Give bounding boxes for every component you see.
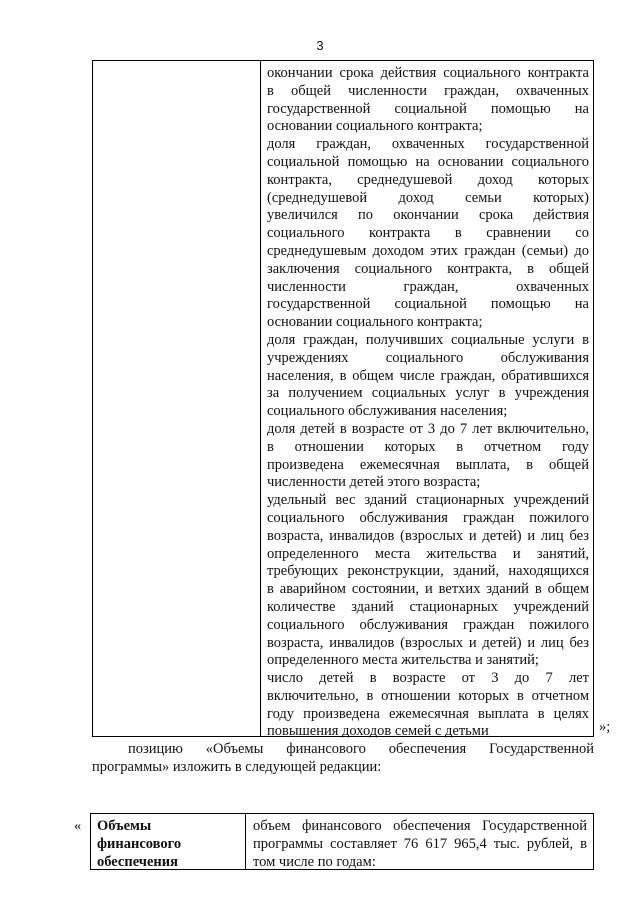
indicator-text-line: численности граждан, охваченных [267,278,589,295]
amendment-paragraph [92,741,594,777]
indicator-text-line: в отношении которых в отчетном году [267,438,589,455]
indicator-text-line: государственной социальной помощью на [267,100,589,117]
indicator-text-line: доля детей в возрасте от 3 до 7 лет включительно, [267,420,589,437]
funding-heading-line: обеспечения [97,853,178,870]
indicator-text-line: основании социального контракта; [267,118,483,135]
funding-heading-cell [97,818,237,871]
paragraph-line: позицию «Объемы финансового обеспечения Государственной [128,741,594,757]
indicator-text-line: определенного места жительства и занятий, [267,545,589,562]
funding-text-line: том числе по годам: [253,853,376,870]
indicator-text-line: в аварийном состоянии, и ветхих зданий в общем [267,581,589,598]
funding-text-line: объем финансового обеспечения Государственной [253,818,587,834]
table-column-divider [260,61,261,736]
indicator-text-line: социального обслуживания граждан пожилого [267,616,589,633]
indicator-text-line: возраста, инвалидов (взрослых и детей) и лиц без [267,527,589,544]
indicator-text-line: контракта, среднедушевой доход которых [267,171,589,188]
paragraph-line: программы» изложить в следующей редакции: [92,758,382,775]
indicator-text-line: социальной помощью на основании социального [267,153,589,170]
indicator-text-line: населения, в общем числе граждан, обратившихся [267,367,589,384]
closing-quote: »; [599,719,611,735]
funding-text-cell [253,818,587,871]
indicator-text-line: социального контракта в сравнении со [267,225,589,242]
indicator-text-line: число детей в возрасте от 3 до 7 лет [267,670,589,687]
indicator-text-line: требующих реконструкции, зданий, находящихся [267,563,589,580]
indicator-text-line: доля граждан, получивших социальные услуги в [267,331,589,348]
indicator-text-line: социального обслуживания населения; [267,403,508,420]
funding-heading-line: финансового [97,835,182,852]
indicator-text-line: удельный вес зданий стационарных учреждений [267,492,589,509]
table-column-divider [245,814,246,869]
funding-table [90,813,594,870]
indicator-text-line: заключения социального контракта, в общей [267,260,589,277]
indicator-text-line: государственной социальной помощью на [267,296,589,313]
indicator-text-line: количестве зданий стационарных учреждений [267,598,589,615]
funding-text-line: программы составляет 76 617 965,4 тыс. рублей, в [253,835,587,852]
indicator-text-line: повышения доходов семей с детьми [267,723,489,740]
indicator-text-line: доля граждан, охваченных государственной [267,136,589,153]
page-number: 3 [316,38,324,53]
indicator-text-line: за получением социальных услуг в учреждения [267,385,589,402]
indicator-text-line: (среднедушевой доход семьи которых) [267,189,589,206]
indicator-text-line: произведена ежемесячная выплата, в общей [267,456,589,473]
indicator-text-line: окончании срока действия социального контракта [267,65,589,81]
indicator-text-line: увеличился по окончании срока действия [267,207,589,224]
indicator-text-line: социального обслуживания граждан пожилого [267,509,589,526]
funding-heading-line: Объемы [97,818,152,834]
indicators-text-cell [267,65,589,741]
indicator-text-line: среднедушевым доходом этих граждан (семьи) до [267,242,589,259]
indicator-text-line: году произведена ежемесячная выплата в целях [267,705,589,722]
indicator-text-line: включительно, в отношении которых в отчетном [267,687,589,704]
indicator-text-line: численности детей этого возраста; [267,474,481,491]
indicator-text-line: возраста, инвалидов (взрослых и детей) и лиц без [267,634,589,651]
indicator-text-line: основании социального контракта; [267,314,483,331]
indicator-text-line: в общей численности граждан, охваченных [267,82,589,99]
indicators-table [92,60,594,740]
indicator-text-line: учреждениях социального обслуживания [267,349,589,366]
indicator-text-line: определенного места жительства и занятий; [267,652,539,669]
opening-quote: « [74,818,82,834]
